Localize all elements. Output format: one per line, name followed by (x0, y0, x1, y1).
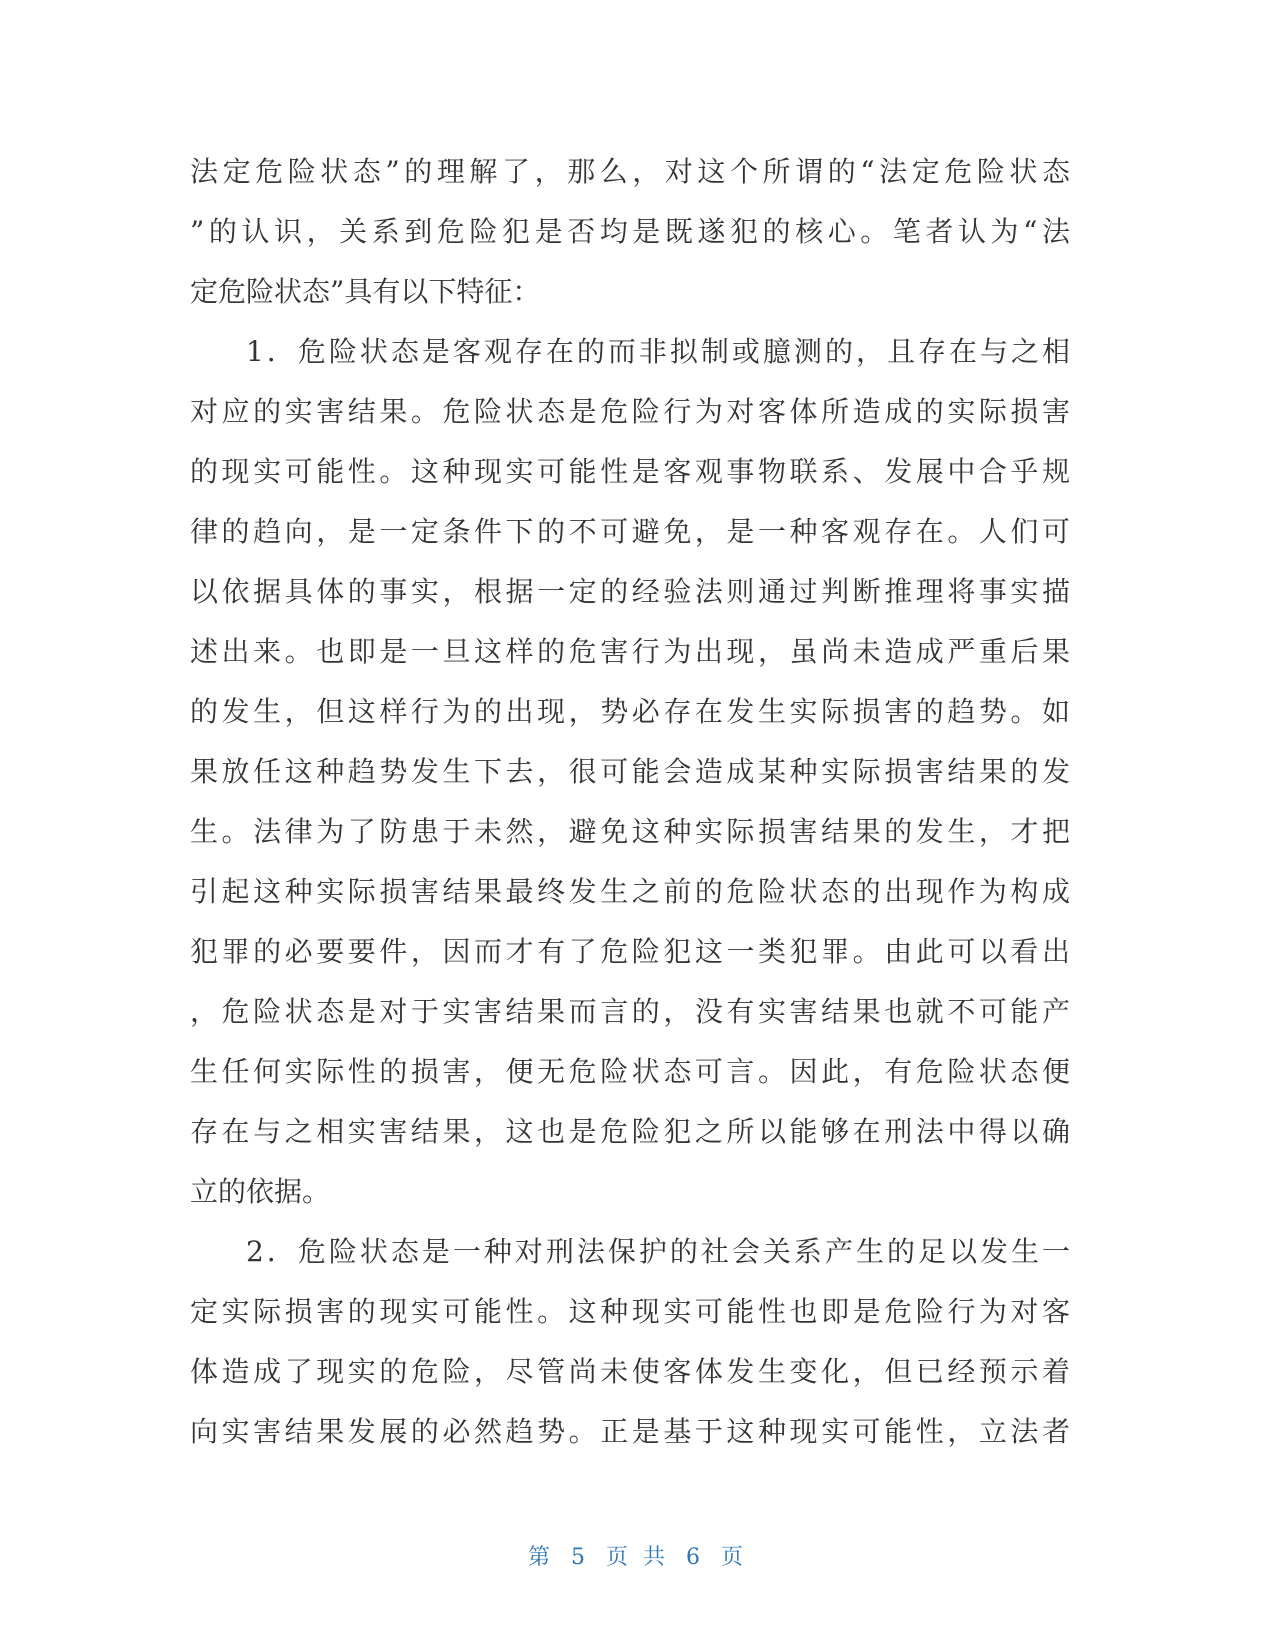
text-line: 向实害结果发展的必然趋势。正是基于这种现实可能性，立法者 (190, 1415, 1070, 1448)
text-line: 引起这种实际损害结果最终发生之前的危险状态的出现作为构成 (190, 875, 1070, 908)
text-line: 述出来。也即是一旦这样的危害行为出现，虽尚未造成严重后果 (190, 635, 1070, 668)
page-footer (0, 1540, 1275, 1571)
text-line: 定实际损害的现实可能性。这种现实可能性也即是危险行为对客 (190, 1295, 1070, 1328)
text-line: ”的认识，关系到危险犯是否均是既遂犯的核心。笔者认为“法 (190, 215, 1070, 248)
text-line: 的发生，但这样行为的出现，势必存在发生实际损害的趋势。如 (190, 695, 1070, 728)
text-line: 生。法律为了防患于未然，避免这种实际损害结果的发生，才把 (190, 815, 1070, 848)
text-line: 律的趋向，是一定条件下的不可避免，是一种客观存在。人们可 (190, 515, 1070, 548)
footer-total-pages: 6 (686, 1545, 704, 1570)
text-line: 定危险状态”具有以下特征： (190, 275, 541, 308)
text-line: 存在与之相实害结果，这也是危险犯之所以能够在刑法中得以确 (190, 1115, 1070, 1148)
text-line: 以依据具体的事实，根据一定的经验法则通过判断推理将事实描 (190, 575, 1070, 608)
text-line: 立的依据。 (190, 1175, 331, 1208)
footer-prefix: 第 (527, 1545, 554, 1570)
text-line: 2．危险状态是一种对刑法保护的社会关系产生的足以发生一 (246, 1235, 1070, 1268)
footer-suffix: 页 (721, 1545, 748, 1570)
footer-page-number: 5 (571, 1545, 589, 1570)
text-line: 体造成了现实的危险，尽管尚未使客体发生变化，但已经预示着 (190, 1355, 1070, 1388)
text-line: 法定危险状态”的理解了，那么，对这个所谓的“法定危险状态 (190, 155, 1070, 188)
body-text (190, 142, 1070, 1462)
text-line: 的现实可能性。这种现实可能性是客观事物联系、发展中合乎规 (190, 455, 1070, 488)
text-line: 生任何实际性的损害，便无危险状态可言。因此，有危险状态便 (190, 1055, 1070, 1088)
text-line: ，危险状态是对于实害结果而言的，没有实害结果也就不可能产 (190, 995, 1070, 1028)
footer-mid: 页 共 (606, 1545, 669, 1570)
text-line: 对应的实害结果。危险状态是危险行为对客体所造成的实际损害 (190, 395, 1070, 428)
text-line: 1．危险状态是客观存在的而非拟制或臆测的，且存在与之相 (246, 335, 1070, 368)
text-line: 犯罪的必要要件，因而才有了危险犯这一类犯罪。由此可以看出 (190, 935, 1070, 968)
text-line: 果放任这种趋势发生下去，很可能会造成某种实际损害结果的发 (190, 755, 1070, 788)
